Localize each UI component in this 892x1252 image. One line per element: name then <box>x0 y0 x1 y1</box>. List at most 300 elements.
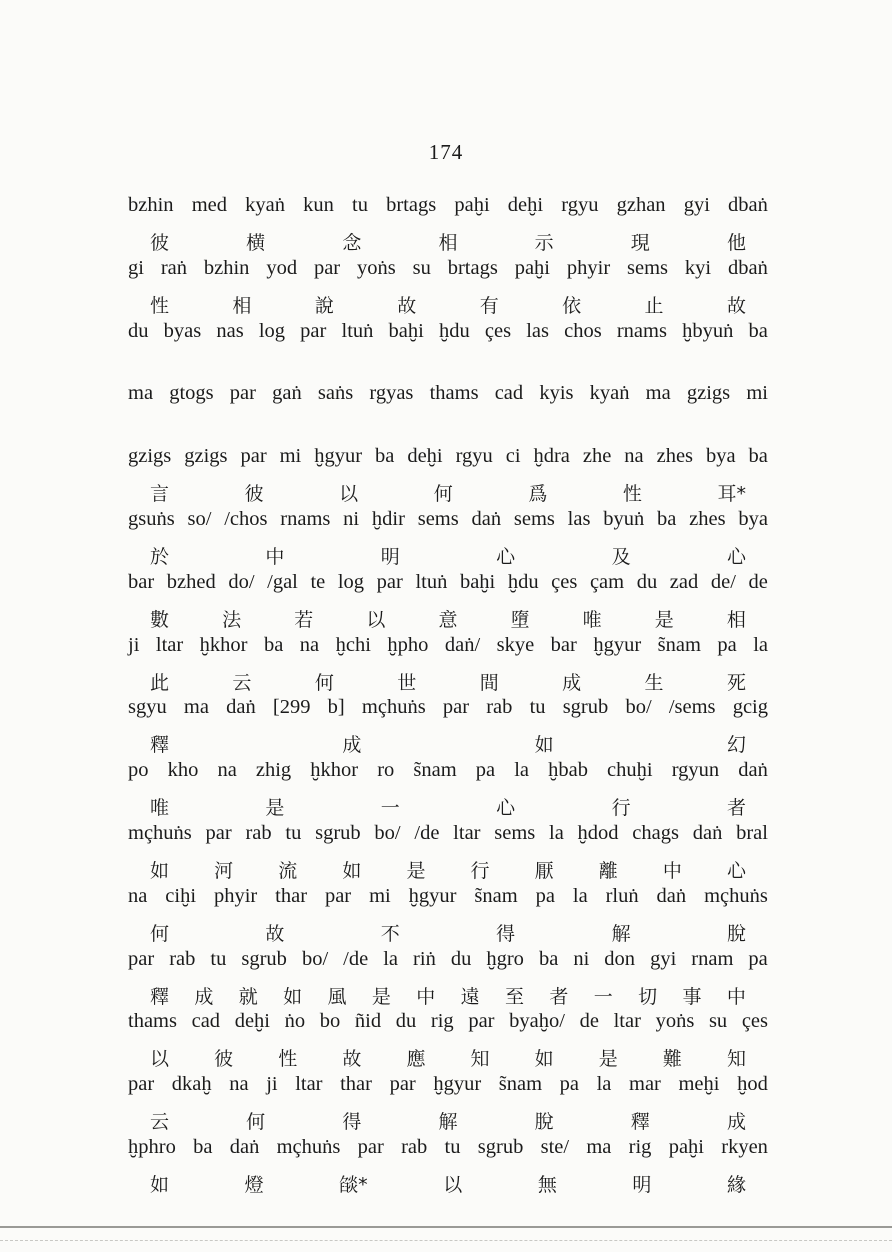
chinese-glyph: 切 <box>638 985 658 1008</box>
tibetan-line <box>128 634 768 666</box>
chinese-glyph: 性 <box>622 483 642 506</box>
chinese-glyph: 言 <box>150 483 170 506</box>
tibetan-word: gzigs <box>128 445 172 468</box>
tibetan-word: paḫi <box>454 194 490 216</box>
tibetan-word: bo/ <box>374 822 401 844</box>
chinese-glyph: 脫 <box>726 922 746 945</box>
tibetan-word: çes <box>484 319 512 342</box>
tibetan-word: ḫdir <box>371 508 405 530</box>
tibetan-word: par <box>229 382 256 405</box>
tibetan-word: par <box>313 256 341 279</box>
tibetan-word: ḫpho <box>387 633 429 656</box>
chinese-glyph: 成 <box>726 1111 746 1134</box>
tibetan-word: /de <box>414 822 440 844</box>
tibetan-word: ltar <box>453 822 481 844</box>
tibetan-word: par <box>324 884 352 907</box>
tibetan-word: zhe <box>582 445 612 468</box>
chinese-gloss-line <box>128 291 768 321</box>
tibetan-word: çam <box>589 570 625 593</box>
tibetan-word: nas <box>216 319 244 342</box>
chinese-glyph: 成 <box>562 671 582 694</box>
tibetan-word: rab <box>486 696 513 719</box>
chinese-glyph: 墮 <box>510 608 530 631</box>
tibetan-word: log <box>337 570 365 593</box>
tibetan-word: gcig <box>732 696 768 719</box>
tibetan-word: byas <box>163 319 202 342</box>
chinese-glyph: 相 <box>232 294 252 317</box>
chinese-glyph: 成 <box>194 985 214 1008</box>
chinese-glyph: 唯 <box>150 797 170 820</box>
chinese-glyph: 燄* <box>339 1174 368 1196</box>
tibetan-word: brtags <box>386 194 437 216</box>
tibetan-word: s̃nam <box>413 759 457 782</box>
chinese-gloss-line <box>128 919 768 949</box>
tibetan-line <box>128 759 768 791</box>
tibetan-word: par <box>205 822 232 844</box>
chinese-glyph: 無 <box>537 1174 557 1196</box>
tibetan-word: pa <box>475 759 496 782</box>
chinese-glyph: 念 <box>342 232 362 254</box>
tibetan-word: ltar <box>295 1073 323 1096</box>
tibetan-word: thams <box>128 1010 177 1033</box>
tibetan-word: paḫi <box>514 256 550 279</box>
chinese-glyph: 遠 <box>460 985 480 1008</box>
tibetan-word: skye <box>496 633 535 656</box>
chinese-glyph: 一 <box>593 985 613 1008</box>
tibetan-word: deḫi <box>407 445 443 468</box>
chinese-glyph: 明 <box>632 1174 652 1196</box>
tibetan-word: rgyu <box>455 445 493 468</box>
tibetan-word: mçhuṅs <box>704 884 768 907</box>
tibetan-word: ma <box>586 1136 612 1158</box>
tibetan-word: chuḫi <box>607 759 653 782</box>
tibetan-word: gtogs <box>169 382 214 405</box>
tibetan-line <box>128 320 768 352</box>
tibetan-word: par <box>468 1010 495 1033</box>
tibetan-word: byaḫo/ <box>509 1010 565 1033</box>
tibetan-word: ba <box>748 445 768 468</box>
tibetan-word: mi <box>746 382 768 405</box>
tibetan-word: kyaṅ <box>589 382 630 405</box>
chinese-glyph: 得 <box>496 922 516 945</box>
tibetan-word: ḫdod <box>577 822 619 844</box>
page-number: 174 <box>428 140 464 164</box>
chinese-glyph: 以 <box>150 1048 170 1071</box>
tibetan-line <box>128 822 768 854</box>
tibetan-word: kho <box>167 759 199 782</box>
tibetan-line <box>128 571 768 603</box>
tibetan-word: du <box>450 947 472 970</box>
tibetan-word: rgyu <box>561 194 599 216</box>
tibetan-word: meḫi <box>678 1073 720 1096</box>
tibetan-word: çes <box>551 570 578 593</box>
tibetan-word: la <box>596 1073 612 1096</box>
chinese-glyph: 至 <box>505 985 525 1008</box>
tibetan-word: daṅ <box>471 508 502 530</box>
tibetan-word: las <box>567 508 591 530</box>
tibetan-word: ḫdra <box>533 445 570 468</box>
chinese-glyph: 相 <box>726 608 746 631</box>
tibetan-word: na <box>624 445 644 468</box>
tibetan-word: mçhuṅs <box>276 1136 341 1158</box>
tibetan-word: ḫkhor <box>199 633 248 656</box>
tibetan-word: la <box>572 884 588 907</box>
tibetan-word: du <box>128 319 149 342</box>
chinese-glyph: 中 <box>662 860 682 882</box>
tibetan-word: bo/ <box>301 947 329 970</box>
chinese-glyph: 是 <box>598 1048 618 1071</box>
tibetan-word: ḫgro <box>486 947 524 970</box>
chinese-glyph: 此 <box>150 671 170 694</box>
tibetan-word: chos <box>564 319 602 342</box>
tibetan-word: mçhuṅs <box>128 822 192 844</box>
tibetan-word: te <box>310 570 326 593</box>
tibetan-word: ltar <box>613 1010 641 1033</box>
chinese-gloss-line <box>128 856 768 886</box>
chinese-glyph: 若 <box>294 608 314 631</box>
chinese-gloss-line <box>128 605 768 635</box>
chinese-gloss-line <box>128 1044 768 1074</box>
tibetan-line <box>128 508 768 540</box>
tibetan-word: de <box>579 1010 599 1033</box>
chinese-glyph: 事 <box>682 985 702 1008</box>
tibetan-word: ba <box>263 633 284 656</box>
tibetan-word: sgrub <box>477 1136 524 1158</box>
tibetan-word: tu <box>285 822 302 844</box>
chinese-glyph: 如 <box>150 1174 170 1196</box>
tibetan-word: don <box>604 947 636 970</box>
chinese-glyph: 釋 <box>150 985 170 1008</box>
tibetan-word: gsuṅs <box>128 508 175 530</box>
chinese-glyph: 故 <box>397 294 417 317</box>
chinese-glyph: 示 <box>534 232 554 254</box>
chinese-glyph: 以 <box>443 1174 463 1196</box>
chinese-glyph: 行 <box>470 860 490 882</box>
tibetan-word: la <box>514 759 529 782</box>
tibetan-word: bo/ <box>625 696 652 719</box>
tibetan-word: ḫphro <box>128 1136 176 1158</box>
tibetan-word: rnams <box>616 319 667 342</box>
tibetan-word: ṅo <box>284 1010 306 1033</box>
tibetan-word: /sems <box>668 696 716 719</box>
chinese-glyph: 如 <box>534 734 554 757</box>
tibetan-word: sems <box>417 508 459 530</box>
tibetan-word: gzhan <box>616 194 666 216</box>
tibetan-word: /gal <box>267 570 298 593</box>
chinese-glyph: 難 <box>662 1048 682 1071</box>
chinese-glyph: 現 <box>630 232 650 254</box>
tibetan-word: rig <box>430 1010 454 1033</box>
tibetan-word: ñid <box>354 1010 382 1033</box>
tibetan-word: daṅ/ <box>444 633 481 656</box>
tibetan-word: ḫchi <box>335 633 371 656</box>
chinese-glyph: 彼 <box>150 232 170 254</box>
tibetan-word: yoṅs <box>655 1010 695 1033</box>
chinese-glyph: 唯 <box>582 608 602 631</box>
chinese-glyph: 性 <box>278 1048 298 1071</box>
chinese-glyph: 間 <box>479 671 499 694</box>
chinese-glyph: 相 <box>438 232 458 254</box>
tibetan-word: rig <box>628 1136 652 1158</box>
tibetan-word: bral <box>736 822 768 844</box>
tibetan-line <box>128 696 768 728</box>
chinese-glyph: 流 <box>278 860 298 882</box>
tibetan-word: ḫdu <box>507 570 539 593</box>
tibetan-word: bo <box>319 1010 341 1033</box>
tibetan-word: ni <box>573 947 590 970</box>
tibetan-word: daṅ <box>226 696 256 719</box>
chinese-glyph: 如 <box>342 860 362 882</box>
tibetan-word: gyi <box>683 194 710 216</box>
chinese-glyph: 何 <box>246 1111 266 1134</box>
tibetan-word: rab <box>401 1136 428 1158</box>
tibetan-word: par <box>376 570 403 593</box>
tibetan-word: rgyun <box>671 759 720 782</box>
tibetan-word: mçhuṅs <box>361 696 426 719</box>
chinese-glyph: 成 <box>342 734 362 757</box>
tibetan-word: daṅ <box>692 822 723 844</box>
chinese-glyph: 中 <box>265 546 285 568</box>
tibetan-word: deḫi <box>507 194 544 216</box>
chinese-glyph: 生 <box>644 671 664 694</box>
chinese-glyph: 知 <box>470 1048 490 1071</box>
chinese-glyph: 世 <box>397 671 417 694</box>
tibetan-word: log <box>258 319 286 342</box>
tibetan-word: su <box>412 256 431 279</box>
tibetan-word: rab <box>169 947 196 970</box>
tibetan-word: riṅ <box>413 947 436 970</box>
tibetan-word: thar <box>340 1073 372 1096</box>
chinese-glyph: 爲 <box>528 483 548 506</box>
tibetan-word: sgyu <box>128 696 167 719</box>
chinese-glyph: 燈 <box>244 1174 264 1196</box>
tibetan-word: daṅ <box>229 1136 260 1158</box>
tibetan-word: pa <box>717 633 737 656</box>
chinese-glyph: 他 <box>726 232 746 254</box>
tibetan-word: [299 <box>272 696 311 719</box>
tibetan-word: ḫod <box>737 1073 768 1096</box>
chinese-glyph: 及 <box>611 546 631 568</box>
tibetan-word: raṅ <box>160 256 188 279</box>
tibetan-word: cad <box>191 1010 221 1033</box>
tibetan-word: gyi <box>650 947 677 970</box>
tibetan-word: gzigs <box>686 382 731 405</box>
tibetan-word: baḫi <box>388 319 424 342</box>
tibetan-word: na <box>128 884 148 907</box>
chinese-glyph: 何 <box>314 671 334 694</box>
chinese-gloss-line <box>128 479 768 509</box>
tibetan-word: bar <box>128 570 155 593</box>
chinese-glyph: 離 <box>598 860 618 882</box>
chinese-glyph: 厭 <box>534 860 554 882</box>
chinese-glyph: 解 <box>438 1111 458 1134</box>
chinese-glyph: 何 <box>433 483 453 506</box>
chinese-glyph: 彼 <box>214 1048 234 1071</box>
chinese-glyph: 河 <box>214 860 234 882</box>
tibetan-word: paḫi <box>668 1136 704 1158</box>
tibetan-word: ḫdu <box>438 319 470 342</box>
tibetan-word: par <box>128 1073 155 1096</box>
chinese-glyph: 數 <box>150 608 170 631</box>
tibetan-word: b] <box>327 696 345 719</box>
tibetan-word: bzhin <box>128 194 174 216</box>
tibetan-word: tu <box>529 696 546 719</box>
chinese-glyph: 依 <box>562 294 582 317</box>
tibetan-line <box>128 1010 768 1042</box>
tibetan-word: ci <box>505 445 521 468</box>
tibetan-word: par <box>442 696 470 719</box>
tibetan-word: sgrub <box>315 822 361 844</box>
tibetan-word: sems <box>627 256 669 279</box>
tibetan-word: bya <box>705 445 736 468</box>
tibetan-word: ji <box>266 1073 278 1096</box>
tibetan-word: tu <box>444 1136 461 1158</box>
tibetan-word: bzhin <box>203 256 250 279</box>
tibetan-word: la <box>383 947 399 970</box>
tibetan-line <box>128 382 768 414</box>
chinese-glyph: 心 <box>726 546 746 568</box>
tibetan-word: du <box>395 1010 417 1033</box>
chinese-glyph: 於 <box>150 546 170 568</box>
tibetan-word: çes <box>741 1010 768 1033</box>
tibetan-word: na <box>229 1073 249 1096</box>
tibetan-word: rnams <box>280 508 331 530</box>
tibetan-word: zhig <box>255 759 292 782</box>
tibetan-word: phyir <box>213 884 258 907</box>
chinese-glyph: 者 <box>726 797 746 820</box>
tibetan-word: la <box>753 633 768 656</box>
chinese-glyph: 說 <box>314 294 334 317</box>
chinese-glyph: 得 <box>342 1111 362 1134</box>
tibetan-word: /de <box>343 947 369 970</box>
tibetan-word: ji <box>128 633 140 656</box>
chinese-glyph: 故 <box>342 1048 362 1071</box>
chinese-glyph: 如 <box>534 1048 554 1071</box>
tibetan-word: dkaḫ <box>171 1073 212 1096</box>
chinese-glyph: 釋 <box>150 734 170 757</box>
tibetan-word: zad <box>669 570 699 593</box>
tibetan-word: ba <box>748 319 768 342</box>
chinese-glyph: 以 <box>339 483 359 506</box>
tibetan-word: ba <box>193 1136 213 1158</box>
chinese-glyph: 如 <box>283 985 303 1008</box>
chinese-gloss-line <box>128 542 768 572</box>
tibetan-word: kyi <box>684 256 712 279</box>
chinese-glyph: 性 <box>150 294 170 317</box>
tibetan-word: ba <box>657 508 677 530</box>
chinese-gloss-line <box>128 1170 768 1200</box>
chinese-glyph: 法 <box>222 608 242 631</box>
tibetan-word: daṅ <box>656 884 687 907</box>
bottom-rule-dashed <box>0 1240 892 1241</box>
tibetan-word: s̃nam <box>474 884 518 907</box>
chinese-glyph: 故 <box>726 294 746 317</box>
tibetan-word: gaṅ <box>272 382 302 405</box>
tibetan-word: par <box>240 445 267 468</box>
chinese-glyph: 就 <box>238 985 258 1008</box>
chinese-glyph: 是 <box>265 797 285 820</box>
tibetan-word: par <box>389 1073 416 1096</box>
tibetan-word: ḫgyur <box>408 884 457 907</box>
tibetan-word: ste/ <box>540 1136 570 1158</box>
tibetan-word: ni <box>343 508 360 530</box>
tibetan-word: ḫbyuṅ <box>682 319 734 342</box>
chinese-glyph: 應 <box>406 1048 426 1071</box>
tibetan-line <box>128 1073 768 1105</box>
tibetan-word: ciḫi <box>165 884 197 907</box>
tibetan-word: ltuṅ <box>341 319 374 342</box>
chinese-glyph: 耳* <box>717 483 746 506</box>
tibetan-word: pa <box>559 1073 580 1096</box>
tibetan-word: sems <box>513 508 555 530</box>
tibetan-line <box>128 257 768 289</box>
tibetan-word: rgyas <box>369 382 414 405</box>
tibetan-word: sgrub <box>562 696 609 719</box>
tibetan-word: gi <box>128 256 144 279</box>
tibetan-word: deḫi <box>234 1010 270 1033</box>
tibetan-word: mar <box>629 1073 661 1096</box>
chinese-glyph: 心 <box>726 860 746 882</box>
chinese-glyph: 何 <box>150 922 170 945</box>
chinese-glyph: 彼 <box>244 483 264 506</box>
tibetan-word: /chos <box>224 508 268 530</box>
chinese-glyph: 心 <box>496 797 516 820</box>
tibetan-word: yoṅs <box>357 256 396 279</box>
tibetan-word: par <box>300 319 327 342</box>
tibetan-line <box>128 194 768 226</box>
tibetan-word: ro <box>377 759 395 782</box>
tibetan-word: par <box>357 1136 384 1158</box>
tibetan-word: tu <box>210 947 227 970</box>
chinese-glyph: 横 <box>246 232 266 254</box>
tibetan-word: rnam <box>691 947 734 970</box>
chinese-gloss-line <box>128 793 768 823</box>
tibetan-word: du <box>636 570 658 593</box>
tibetan-word: sems <box>494 822 536 844</box>
tibetan-word: pa <box>748 947 768 970</box>
tibetan-word: mi <box>279 445 302 468</box>
chinese-glyph: 有 <box>479 294 499 317</box>
tibetan-word: bzhed <box>166 570 216 593</box>
tibetan-word: bar <box>550 633 577 656</box>
tibetan-word: thams <box>429 382 479 405</box>
chinese-glyph: 如 <box>150 860 170 882</box>
chinese-gloss-line <box>128 1107 768 1137</box>
chinese-glyph: 知 <box>726 1048 746 1071</box>
tibetan-word: ḫbab <box>548 759 588 782</box>
chinese-glyph: 是 <box>654 608 674 631</box>
tibetan-word: ḫkhor <box>310 759 359 782</box>
tibetan-word: bya <box>738 508 768 530</box>
chinese-gloss-line <box>128 668 768 698</box>
chinese-glyph: 解 <box>611 922 631 945</box>
chinese-glyph: 行 <box>611 797 631 820</box>
chinese-glyph: 云 <box>232 671 252 694</box>
chinese-glyph: 以 <box>366 608 386 631</box>
chinese-glyph: 是 <box>406 860 426 882</box>
tibetan-word: mi <box>369 884 391 907</box>
tibetan-word: daṅ <box>738 759 768 782</box>
tibetan-word: sgrub <box>241 947 287 970</box>
chinese-glyph: 故 <box>265 922 285 945</box>
chinese-glyph: 脫 <box>534 1111 554 1134</box>
chinese-glyph: 釋 <box>630 1111 650 1134</box>
chinese-glyph: 中 <box>416 985 436 1008</box>
tibetan-word: ltar <box>155 633 184 656</box>
chinese-glyph: 不 <box>380 922 400 945</box>
tibetan-word: baḫi <box>459 570 496 593</box>
tibetan-word: ḫgyur <box>314 445 363 468</box>
